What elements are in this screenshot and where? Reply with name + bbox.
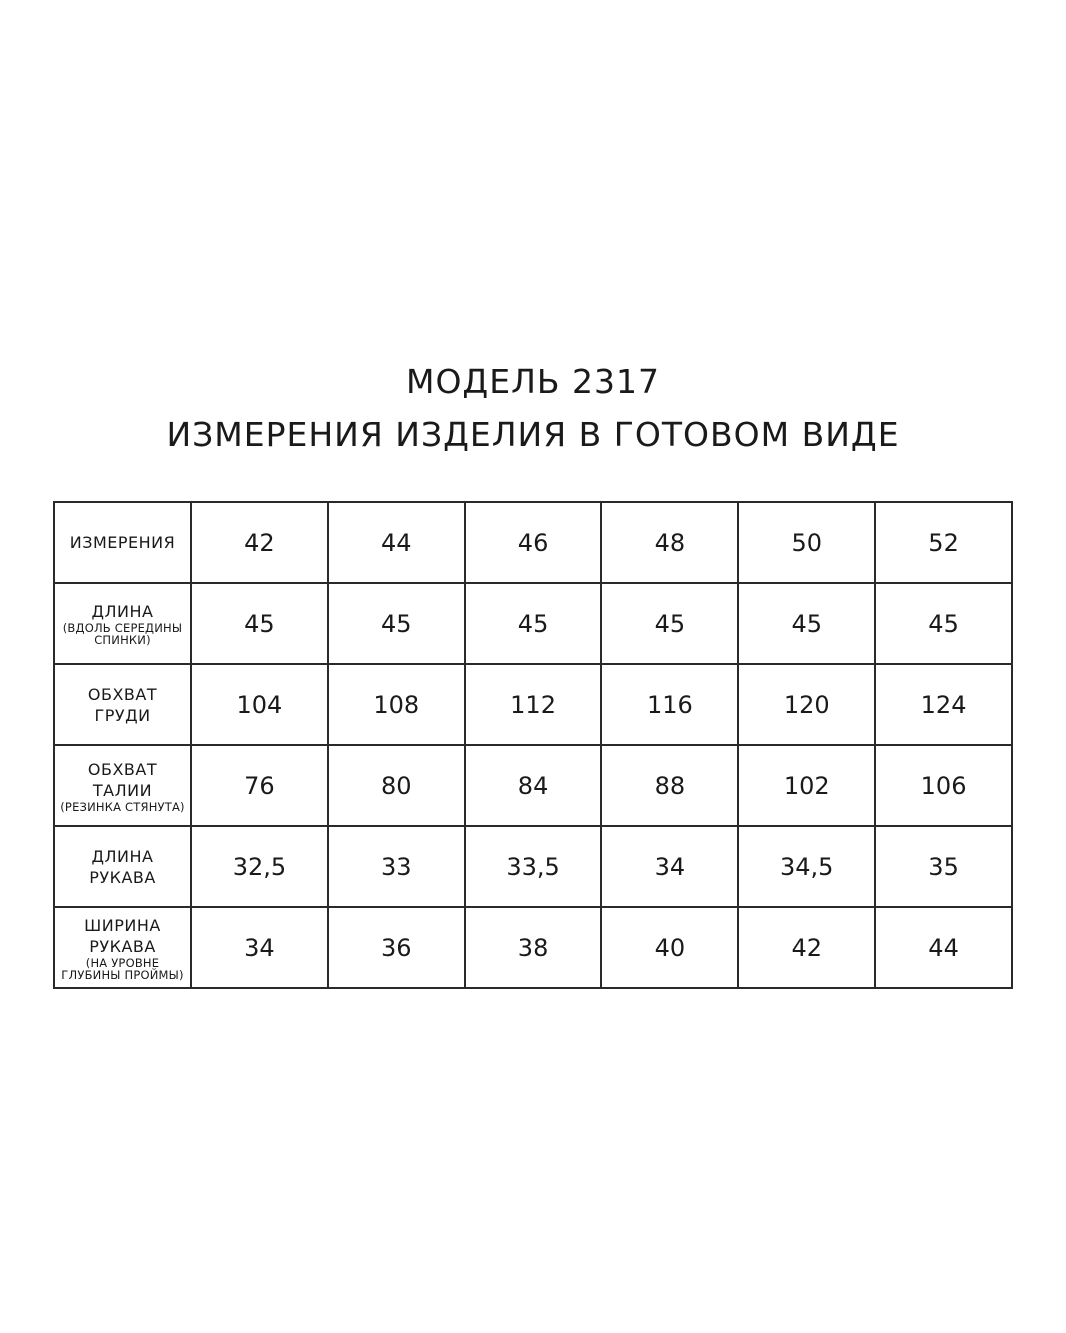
measurement-value: 44 [928, 933, 959, 962]
measurement-value: 76 [244, 771, 275, 800]
measurement-note: СПИНКИ) [94, 633, 151, 647]
value-cell [875, 502, 1012, 583]
value-cell [875, 745, 1012, 826]
measurement-value: 33,5 [506, 852, 560, 881]
value-cell [191, 502, 328, 583]
measurement-value: 32,5 [232, 852, 287, 881]
measurement-label: ДЛИНА [91, 846, 154, 866]
value-cell [465, 583, 602, 664]
value-cell [328, 907, 465, 988]
value-cell [191, 907, 328, 988]
value-cell [875, 907, 1012, 988]
value-cell [191, 745, 328, 826]
measurement-label: РУКАВА [89, 867, 156, 887]
value-cell [738, 664, 875, 745]
measurement-value: 80 [380, 771, 412, 800]
measurement-label: ДЛИНА [91, 602, 154, 621]
measurement-value: 112 [510, 690, 556, 719]
measurement-label-cell [54, 583, 191, 664]
measurement-label: ИЗМЕРЕНИЯ [69, 533, 176, 552]
value-cell [328, 664, 465, 745]
model-title: МОДЕЛЬ 2317 [405, 362, 660, 401]
measurement-value: 42 [791, 933, 822, 962]
value-cell [328, 502, 465, 583]
value-cell [738, 583, 875, 664]
table-row [54, 583, 1012, 664]
measurement-label-cell [54, 502, 191, 583]
measurement-value: 45 [517, 609, 549, 638]
measurement-value: 45 [654, 609, 686, 638]
measurement-value: 104 [236, 690, 283, 719]
measurement-note: ГЛУБИНЫ ПРОЙМЫ) [61, 967, 184, 982]
measurement-label: РУКАВА [89, 936, 156, 956]
measurement-value: 34 [244, 933, 275, 962]
value-cell [738, 502, 875, 583]
measurement-label: ОБХВАТ [87, 759, 158, 779]
measurement-value: 120 [783, 690, 830, 719]
value-cell [601, 907, 738, 988]
measurement-label: ГРУДИ [94, 705, 151, 725]
measurement-value: 102 [783, 771, 830, 800]
measurements-subtitle: ИЗМЕРЕНИЯ ИЗДЕЛИЯ В ГОТОВОМ ВИДЕ [166, 415, 900, 454]
measurement-value: 44 [380, 528, 412, 557]
measurement-value: 84 [517, 771, 549, 800]
measurement-value: 50 [791, 528, 822, 557]
measurement-value: 124 [920, 690, 967, 719]
measurement-value: 108 [373, 690, 420, 719]
table-row [54, 826, 1012, 907]
measurement-value: 88 [654, 771, 686, 800]
measurement-note: (НА УРОВНЕ [85, 955, 160, 970]
value-cell [465, 664, 602, 745]
measurement-value: 36 [380, 933, 412, 962]
value-cell [601, 826, 738, 907]
value-cell [738, 826, 875, 907]
value-cell [191, 583, 328, 664]
measurement-label-cell [54, 664, 191, 745]
value-cell [601, 502, 738, 583]
measurement-value: 106 [920, 771, 967, 800]
measurement-label: ТАЛИИ [92, 780, 153, 800]
value-cell [191, 826, 328, 907]
measurement-value: 45 [380, 609, 412, 638]
value-cell [875, 583, 1012, 664]
measurement-value: 40 [654, 933, 686, 962]
measurement-label-cell [54, 826, 191, 907]
measurement-value: 116 [646, 690, 693, 719]
measurement-value: 33 [380, 852, 412, 881]
table-row [54, 907, 1012, 988]
measurement-value: 45 [791, 609, 822, 638]
measurement-value: 45 [244, 609, 275, 638]
measurement-label: ШИРИНА [84, 915, 161, 935]
value-cell [738, 907, 875, 988]
measurement-note: (ВДОЛЬ СЕРЕДИНЫ [62, 621, 183, 635]
measurement-value: 48 [654, 528, 686, 557]
size-chart-table [53, 501, 1013, 989]
table-row [54, 745, 1012, 826]
measurement-label: ОБХВАТ [87, 684, 158, 704]
measurement-value: 42 [244, 528, 275, 557]
table-row [54, 502, 1012, 583]
table-row [54, 664, 1012, 745]
value-cell [328, 745, 465, 826]
measurement-label-cell [54, 907, 191, 988]
value-cell [328, 583, 465, 664]
measurement-value: 34,5 [780, 852, 834, 881]
measurement-value: 38 [517, 933, 549, 962]
value-cell [875, 664, 1012, 745]
value-cell [465, 907, 602, 988]
value-cell [465, 745, 602, 826]
value-cell [601, 745, 738, 826]
measurement-label-cell [54, 745, 191, 826]
value-cell [465, 826, 602, 907]
value-cell [191, 664, 328, 745]
value-cell [738, 745, 875, 826]
measurement-value: 45 [928, 609, 959, 638]
value-cell [601, 664, 738, 745]
measurement-value: 52 [928, 528, 959, 557]
value-cell [875, 826, 1012, 907]
measurement-value: 46 [517, 528, 549, 557]
value-cell [328, 826, 465, 907]
size-chart-body [54, 502, 1012, 988]
value-cell [601, 583, 738, 664]
measurement-value: 34 [654, 852, 686, 881]
measurement-value: 35 [928, 852, 959, 881]
measurement-note: (РЕЗИНКА СТЯНУТА) [60, 799, 185, 814]
value-cell [465, 502, 602, 583]
